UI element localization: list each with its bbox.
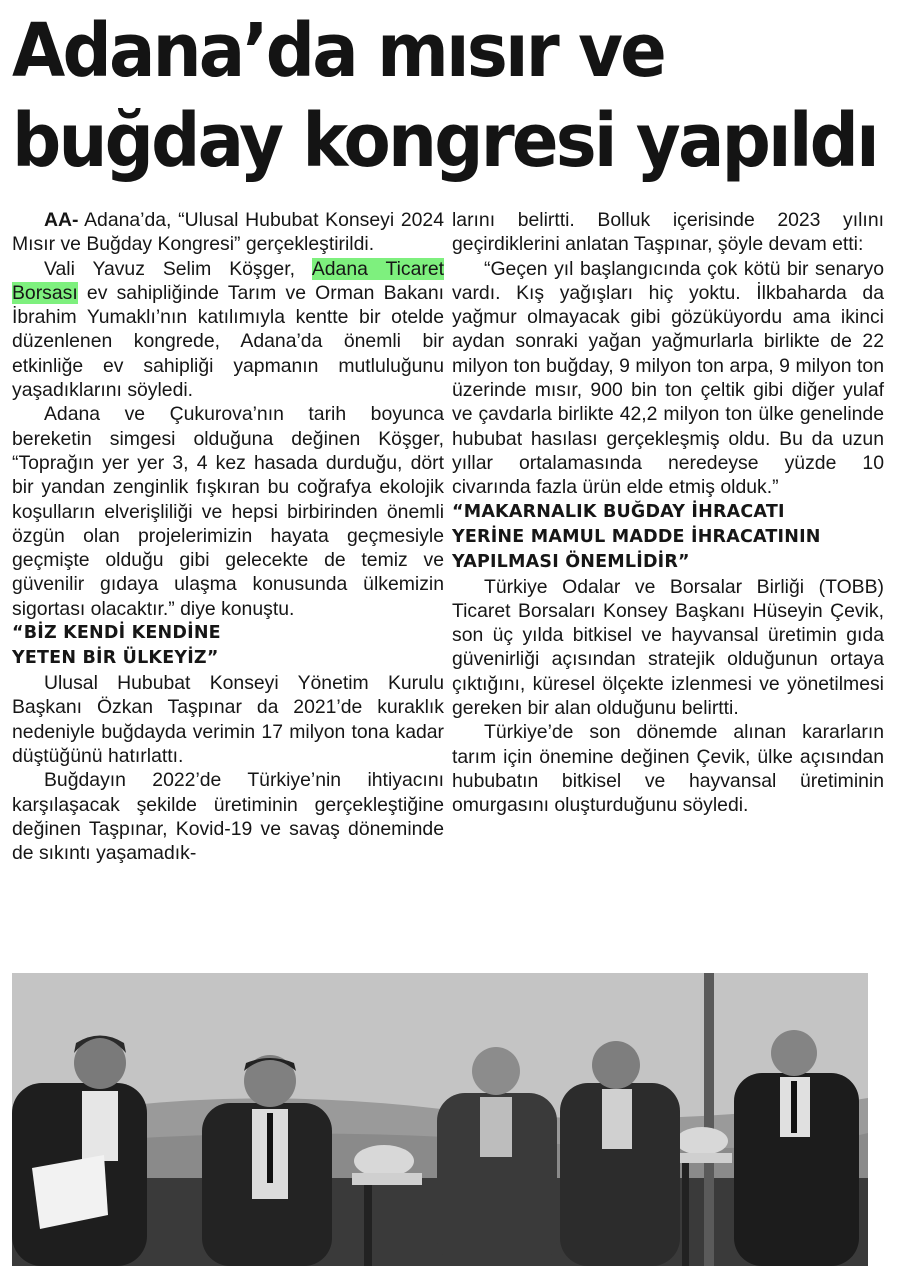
subheading-1 (12, 621, 444, 671)
highlighted-organization: Adana Ticaret Borsası (12, 257, 445, 304)
subheading-2-line-3: YAPILMASI ÖNEMLİDİR” (452, 551, 690, 572)
subheading-1-line-2: YETEN BİR ÜLKEYİZ” (12, 648, 219, 669)
paragraph-vali (12, 257, 444, 403)
panel-photo-illustration (12, 973, 868, 1266)
paragraph-continuation: larını belirtti. Bolluk içerisinde 2023 yılını geçirdiklerini anlatan Taşpınar, şöyle devam etti: (452, 209, 884, 256)
right-column (452, 208, 884, 818)
headline-line-1: Adana’da mısır ve (12, 8, 665, 94)
paragraph-vali-before: Vali Yavuz Selim Köşger, (44, 257, 312, 280)
agency-lead: AA- (44, 209, 79, 231)
paragraph-vali-after: ev sahipliğinde Tarım ve Orman Bakanı İbrahim Yumaklı’nın katılımıyla kentte bir otelde düzenlenen kongrede, Adana’da önemli bir etkinliğe ev sahipliği yapmanın mutluluğunu yaşadıklarını söyledi. (12, 281, 444, 402)
paragraph-intro-text: Adana’da, “Ulusal Hububat Konseyi 2024 Mısır ve Buğday Kongresi” gerçekleştirildi. (12, 209, 444, 256)
subheading-1-line-1: “BİZ KENDİ KENDİNE (12, 623, 221, 644)
panel-photo (12, 973, 868, 1266)
subheading-2 (452, 500, 884, 575)
paragraph-taspinar: Ulusal Hububat Konseyi Yönetim Kurulu Başkanı Özkan Taşpınar da 2021’de kuraklık nedeniyle buğdayda verimin 17 milyon tona kadar düştüğünü hatırlattı. (12, 672, 444, 767)
paragraph-intro (12, 208, 444, 257)
paragraph-kosger-quote: Adana ve Çukurova’nın tarih boyunca bereketin simgesi olduğuna değinen Köşger, “Toprağın yer yer 3, 4 kez hasada durduğu, dört bir yandan zenginlik fışkıran bu coğrafya ekolojik koşulların elverişliliği ve hepsi birbirinden önemli özgün olan projelerimizin hayata geçmesiyle geçmişte olduğu gibi gelecekte de temiz ve güvenilir gıdaya ulaşma konusunda ülkemizin sigortası olacaktır.” diye konuştu. (12, 403, 444, 620)
subheading-2-line-2: YERİNE MAMUL MADDE İHRACATININ (452, 526, 821, 547)
headline-line-2: buğday kongresi yapıldı (12, 98, 877, 184)
article-headline (12, 6, 877, 186)
paragraph-cevik-2: Türkiye’de son dönemde alınan kararların tarım için önemine değinen Çevik, ülke açısından hububatın bitkisel ve hayvansal üretiminin omurgasını oluşturduğunu söyledi. (452, 721, 884, 817)
paragraph-taspinar-2: Buğdayın 2022’de Türkiye’nin ihtiyacını karşılaşacak şekilde üretiminin gerçekleştiğine değinen Taşpınar, Kovid-19 ve savaş döneminde de sıkıntı yaşamadık- (12, 769, 444, 865)
subheading-2-line-1: “MAKARNALIK BUĞDAY İHRACATI (452, 501, 785, 522)
left-column (12, 208, 444, 865)
paragraph-harvest-quote: “Geçen yıl başlangıcında çok kötü bir senaryo vardı. Kış yağışları hiç yoktu. İlkbaharda da yağmur olmayacak gibi gözüküyordu ama ikinci aydan sonraki yağan yağmurlarla birlikte de 22 milyon ton buğday, 9 milyon ton arpa, 9 milyon ton üzerinde mısır, 900 bin ton çeltik gibi diğer yulaf ve çavdarla birlikte 42,2 milyon ton ülke genelinde hububat hasılası gerçekleşmiş oldu. Bu da uzun yıllar ortalamasında neredeyse yüzde 10 civarında fazla ürün elde etmiş olduk.” (452, 257, 884, 499)
paragraph-cevik: Türkiye Odalar ve Borsalar Birliği (TOBB) Ticaret Borsaları Konsey Başkanı Hüseyin Çevik, son üç yılda bitkisel ve hayvansal üretimin gıda güvenirliği açısından stratejik olduğunun ortaya çıktığını, küresel ölçekte izlenmesi ve yönetilmesi gereken bir alan olduğunu belirtti. (452, 575, 884, 720)
